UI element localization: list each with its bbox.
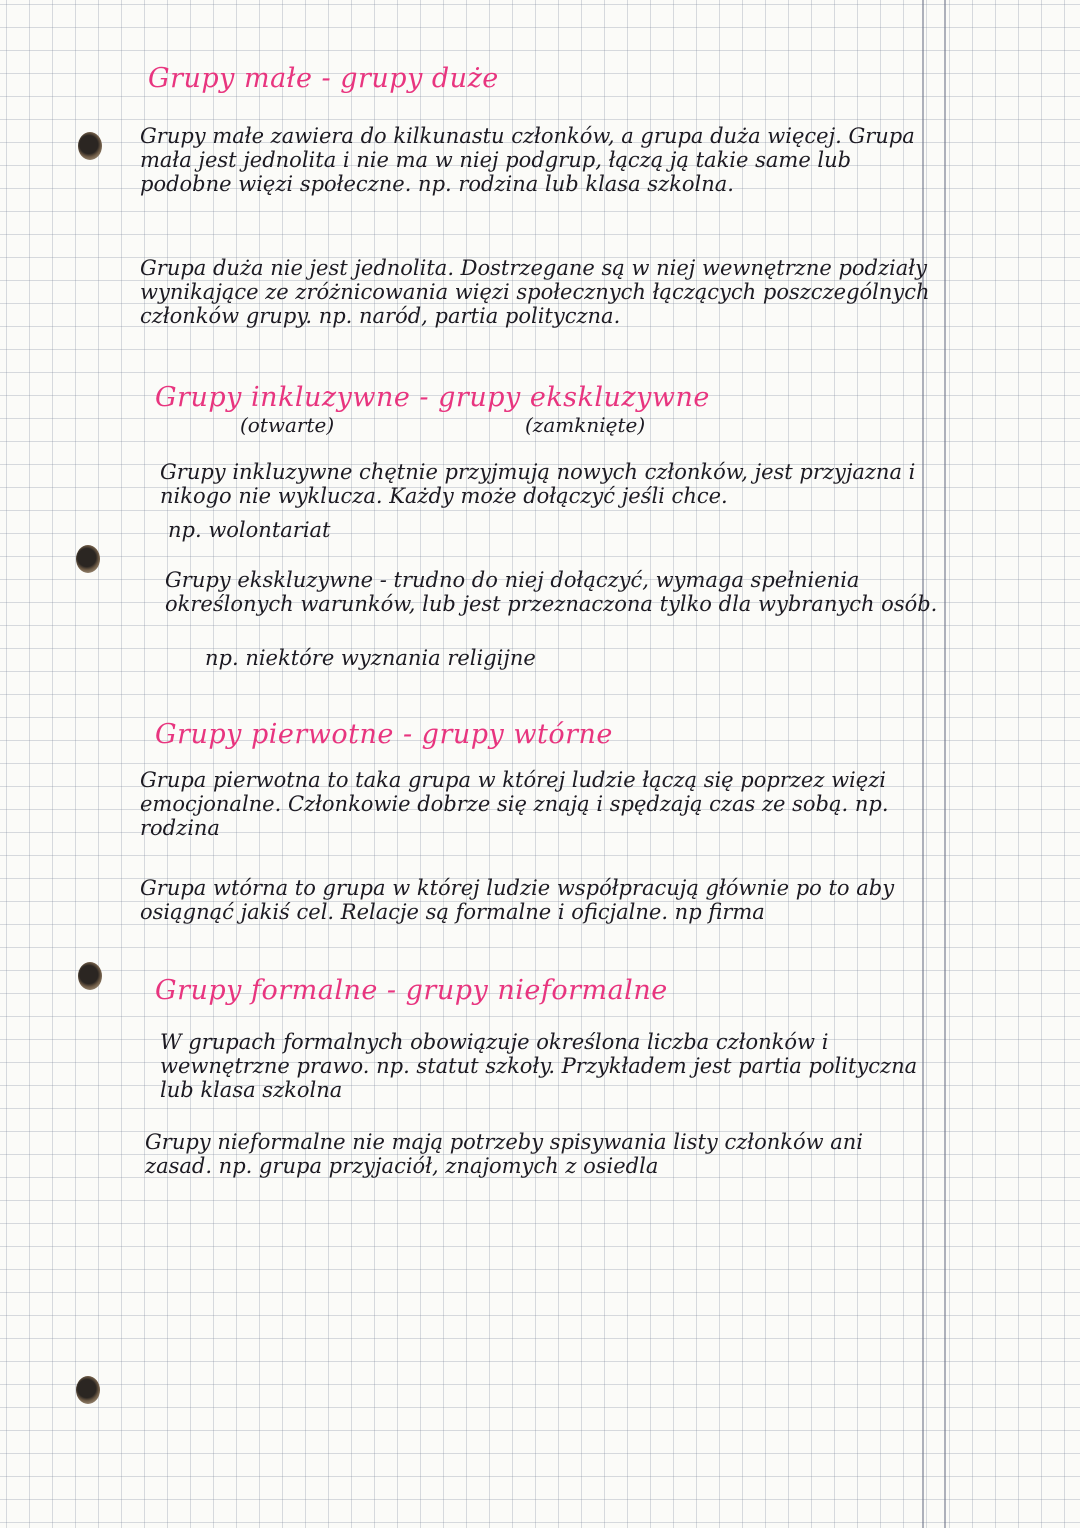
- binder-hole: [76, 545, 100, 573]
- section-heading: Grupy małe - grupy duże: [148, 63, 499, 94]
- paragraph: W grupach formalnych obowiązuje określona liczba członków i wewnętrzne prawo. np. statut szkoły. Przykładem jest partia polityczna lub klasa szkolna: [160, 1030, 918, 1102]
- sublabel-open: (otwarte): [240, 413, 335, 437]
- paragraph: Grupa pierwotna to taka grupa w której ludzie łączą się poprzez więzi emocjonalne. Członkowie dobrze się znają i spędzają czas ze sobą. np. rodzina: [140, 768, 889, 840]
- paragraph: Grupa duża nie jest jednolita. Dostrzegane są w niej wewnętrzne podziały wynikające ze zróżnicowania więzi społecznych łączących poszczególnych członków grupy. np. naród, partia polityczna.: [140, 256, 930, 328]
- example-line: np. niektóre wyznania religijne: [205, 646, 536, 670]
- paragraph: Grupa wtórna to grupa w której ludzie współpracują głównie po to aby osiągnąć jakiś cel. Relacje są formalne i oficjalne. np firma: [140, 876, 895, 924]
- margin-line: [922, 0, 924, 1528]
- section-heading: Grupy inkluzywne - grupy ekskluzywne: [155, 382, 710, 413]
- section-heading: Grupy pierwotne - grupy wtórne: [155, 719, 613, 750]
- binder-hole: [76, 1376, 100, 1404]
- paragraph: Grupy inkluzywne chętnie przyjmują nowych członków, jest przyjazna i nikogo nie wyklucza. Każdy może dołączyć jeśli chce.: [160, 460, 916, 508]
- paragraph: Grupy małe zawiera do kilkunastu członków, a grupa duża więcej. Grupa mała jest jednolita i nie ma w niej podgrup, łączą ją takie same lub podobne więzi społeczne. np. rodzina lub klasa szkolna.: [140, 124, 915, 196]
- binder-hole: [78, 132, 102, 160]
- paragraph: Grupy ekskluzywne - trudno do niej dołączyć, wymaga spełnienia określonych warunków, lub jest przeznaczona tylko dla wybranych osób.: [165, 568, 938, 616]
- sublabel-closed: (zamknięte): [525, 413, 646, 437]
- paragraph: Grupy nieformalne nie mają potrzeby spisywania listy członków ani zasad. np. grupa przyjaciół, znajomych z osiedla: [145, 1130, 864, 1178]
- margin-line: [944, 0, 946, 1528]
- binder-hole: [78, 962, 102, 990]
- example-line: np. wolontariat: [168, 518, 331, 542]
- section-heading: Grupy formalne - grupy nieformalne: [155, 975, 668, 1006]
